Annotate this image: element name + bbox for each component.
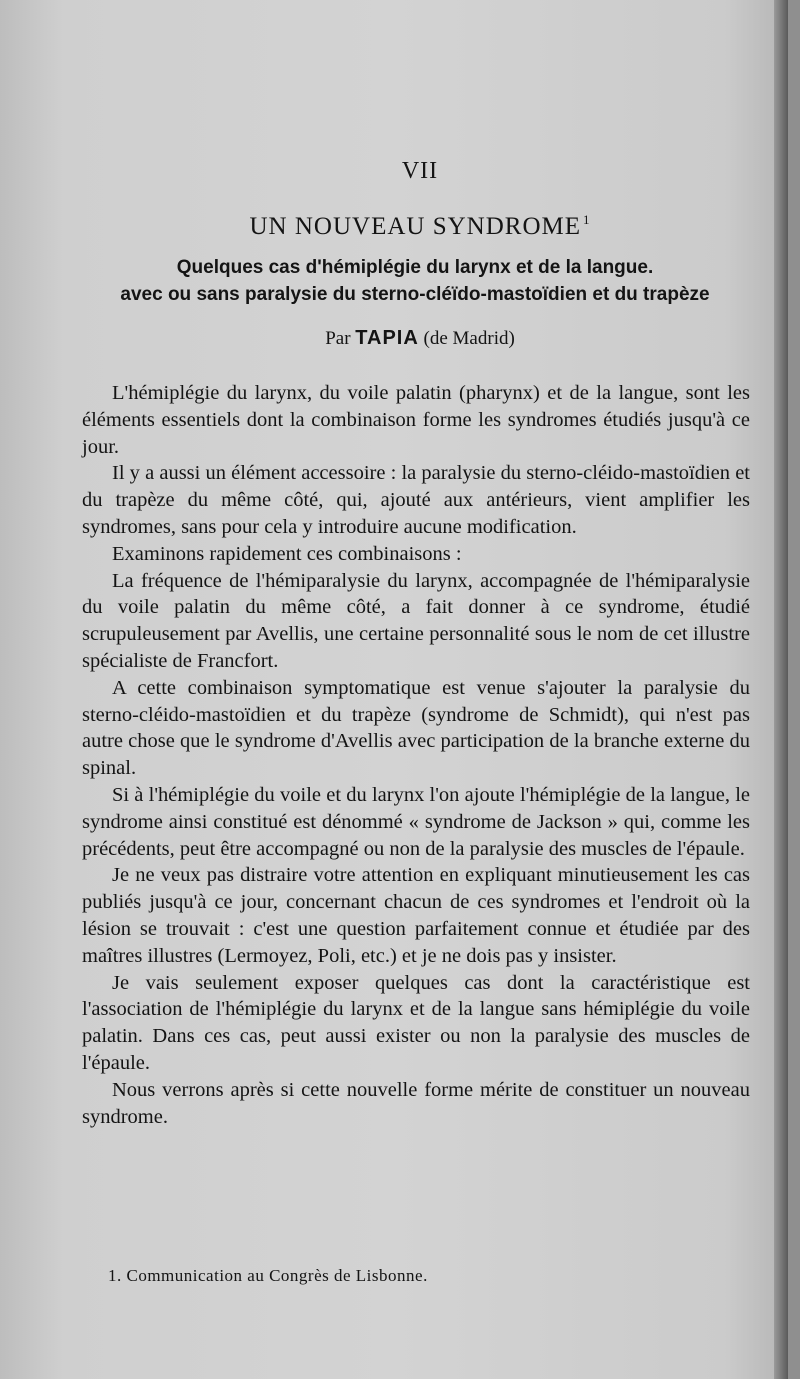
bleed-through-text bbox=[60, 60, 750, 94]
paragraph: Examinons rapidement ces combinaisons : bbox=[112, 542, 462, 565]
article-title-text: UN NOUVEAU SYNDROME bbox=[249, 213, 581, 240]
author-name: TAPIA bbox=[355, 327, 419, 349]
page-edge bbox=[774, 0, 788, 1379]
article-title bbox=[0, 212, 800, 241]
paragraph: Je ne veux pas distraire votre attention en expliquant minutieusement les cas publiés jusqu'à ce jour, concernant chacun de ces syndromes et l'endroit où la lésion se trouvait : c'est une question parfaitement connue et étudiée par des maîtres illustres (Lermoyez, Poli, etc.) et je ne dois pas y insister. bbox=[82, 864, 750, 967]
paragraph: La fréquence de l'hémiparalysie du larynx, accompagnée de l'hémiparalysie du voile palatin du même côté, a fait donner à ce syndrome, étudié scrupuleusement par Avellis, une certaine personnalité sous le nom de cet illustre spécialiste de Francfort. bbox=[82, 569, 750, 672]
body-text bbox=[82, 380, 750, 1130]
paragraph: Nous verrons après si cette nouvelle forme mérite de constituer un nouveau syndrome. bbox=[82, 1078, 750, 1128]
paragraph: Il y a aussi un élément accessoire : la paralysie du sterno-cléido-mastoïdien et du trapèze du même côté, qui, ajouté aux antérieurs, vient amplifier les syndromes, sans pour cela y introduire aucune modification. bbox=[82, 462, 750, 538]
paragraph: L'hémiplégie du larynx, du voile palatin (pharynx) et de la langue, sont les éléments essentiels dont la combinaison forme les syndromes étudiés jusqu'à ce jour. bbox=[82, 382, 750, 458]
subtitle-line-1: Quelques cas d'hémiplégie du larynx et de la langue. bbox=[176, 257, 654, 278]
paragraph: Si à l'hémiplégie du voile et du larynx l'on ajoute l'hémiplégie de la langue, le syndrome ainsi constitué est dénommé « syndrome de Jackson » qui, comme les précédents, peut être accompagné ou non de la paralysie des muscles de l'épaule. bbox=[82, 783, 750, 860]
footnote: 1. Communication au Congrès de Lisbonne. bbox=[108, 1266, 428, 1285]
footnote-mark: 1 bbox=[583, 212, 591, 227]
author-affiliation: (de Madrid) bbox=[423, 328, 515, 349]
byline-prefix: Par bbox=[325, 328, 351, 349]
byline bbox=[0, 327, 800, 350]
chapter-number: VII bbox=[401, 158, 439, 184]
paragraph: A cette combinaison symptomatique est venue s'ajouter la paralysie du sterno-cléido-mastoïdien et du trapèze (syndrome de Schmidt), qui n'est pas autre chose que le syndrome d'Avellis avec participation de la branche externe du spinal. bbox=[82, 676, 750, 780]
subtitle-line-2: avec ou sans paralysie du sterno-cléïdo-mastoïdien et du trapèze bbox=[120, 284, 710, 305]
paragraph: Je vais seulement exposer quelques cas dont la caractéristique est l'association de l'hémiplégie du larynx et de la langue sans hémiplégie du voile palatin. Dans ces cas, peut aussi exister ou non la paralysie des muscles de l'épaule. bbox=[82, 971, 750, 1074]
